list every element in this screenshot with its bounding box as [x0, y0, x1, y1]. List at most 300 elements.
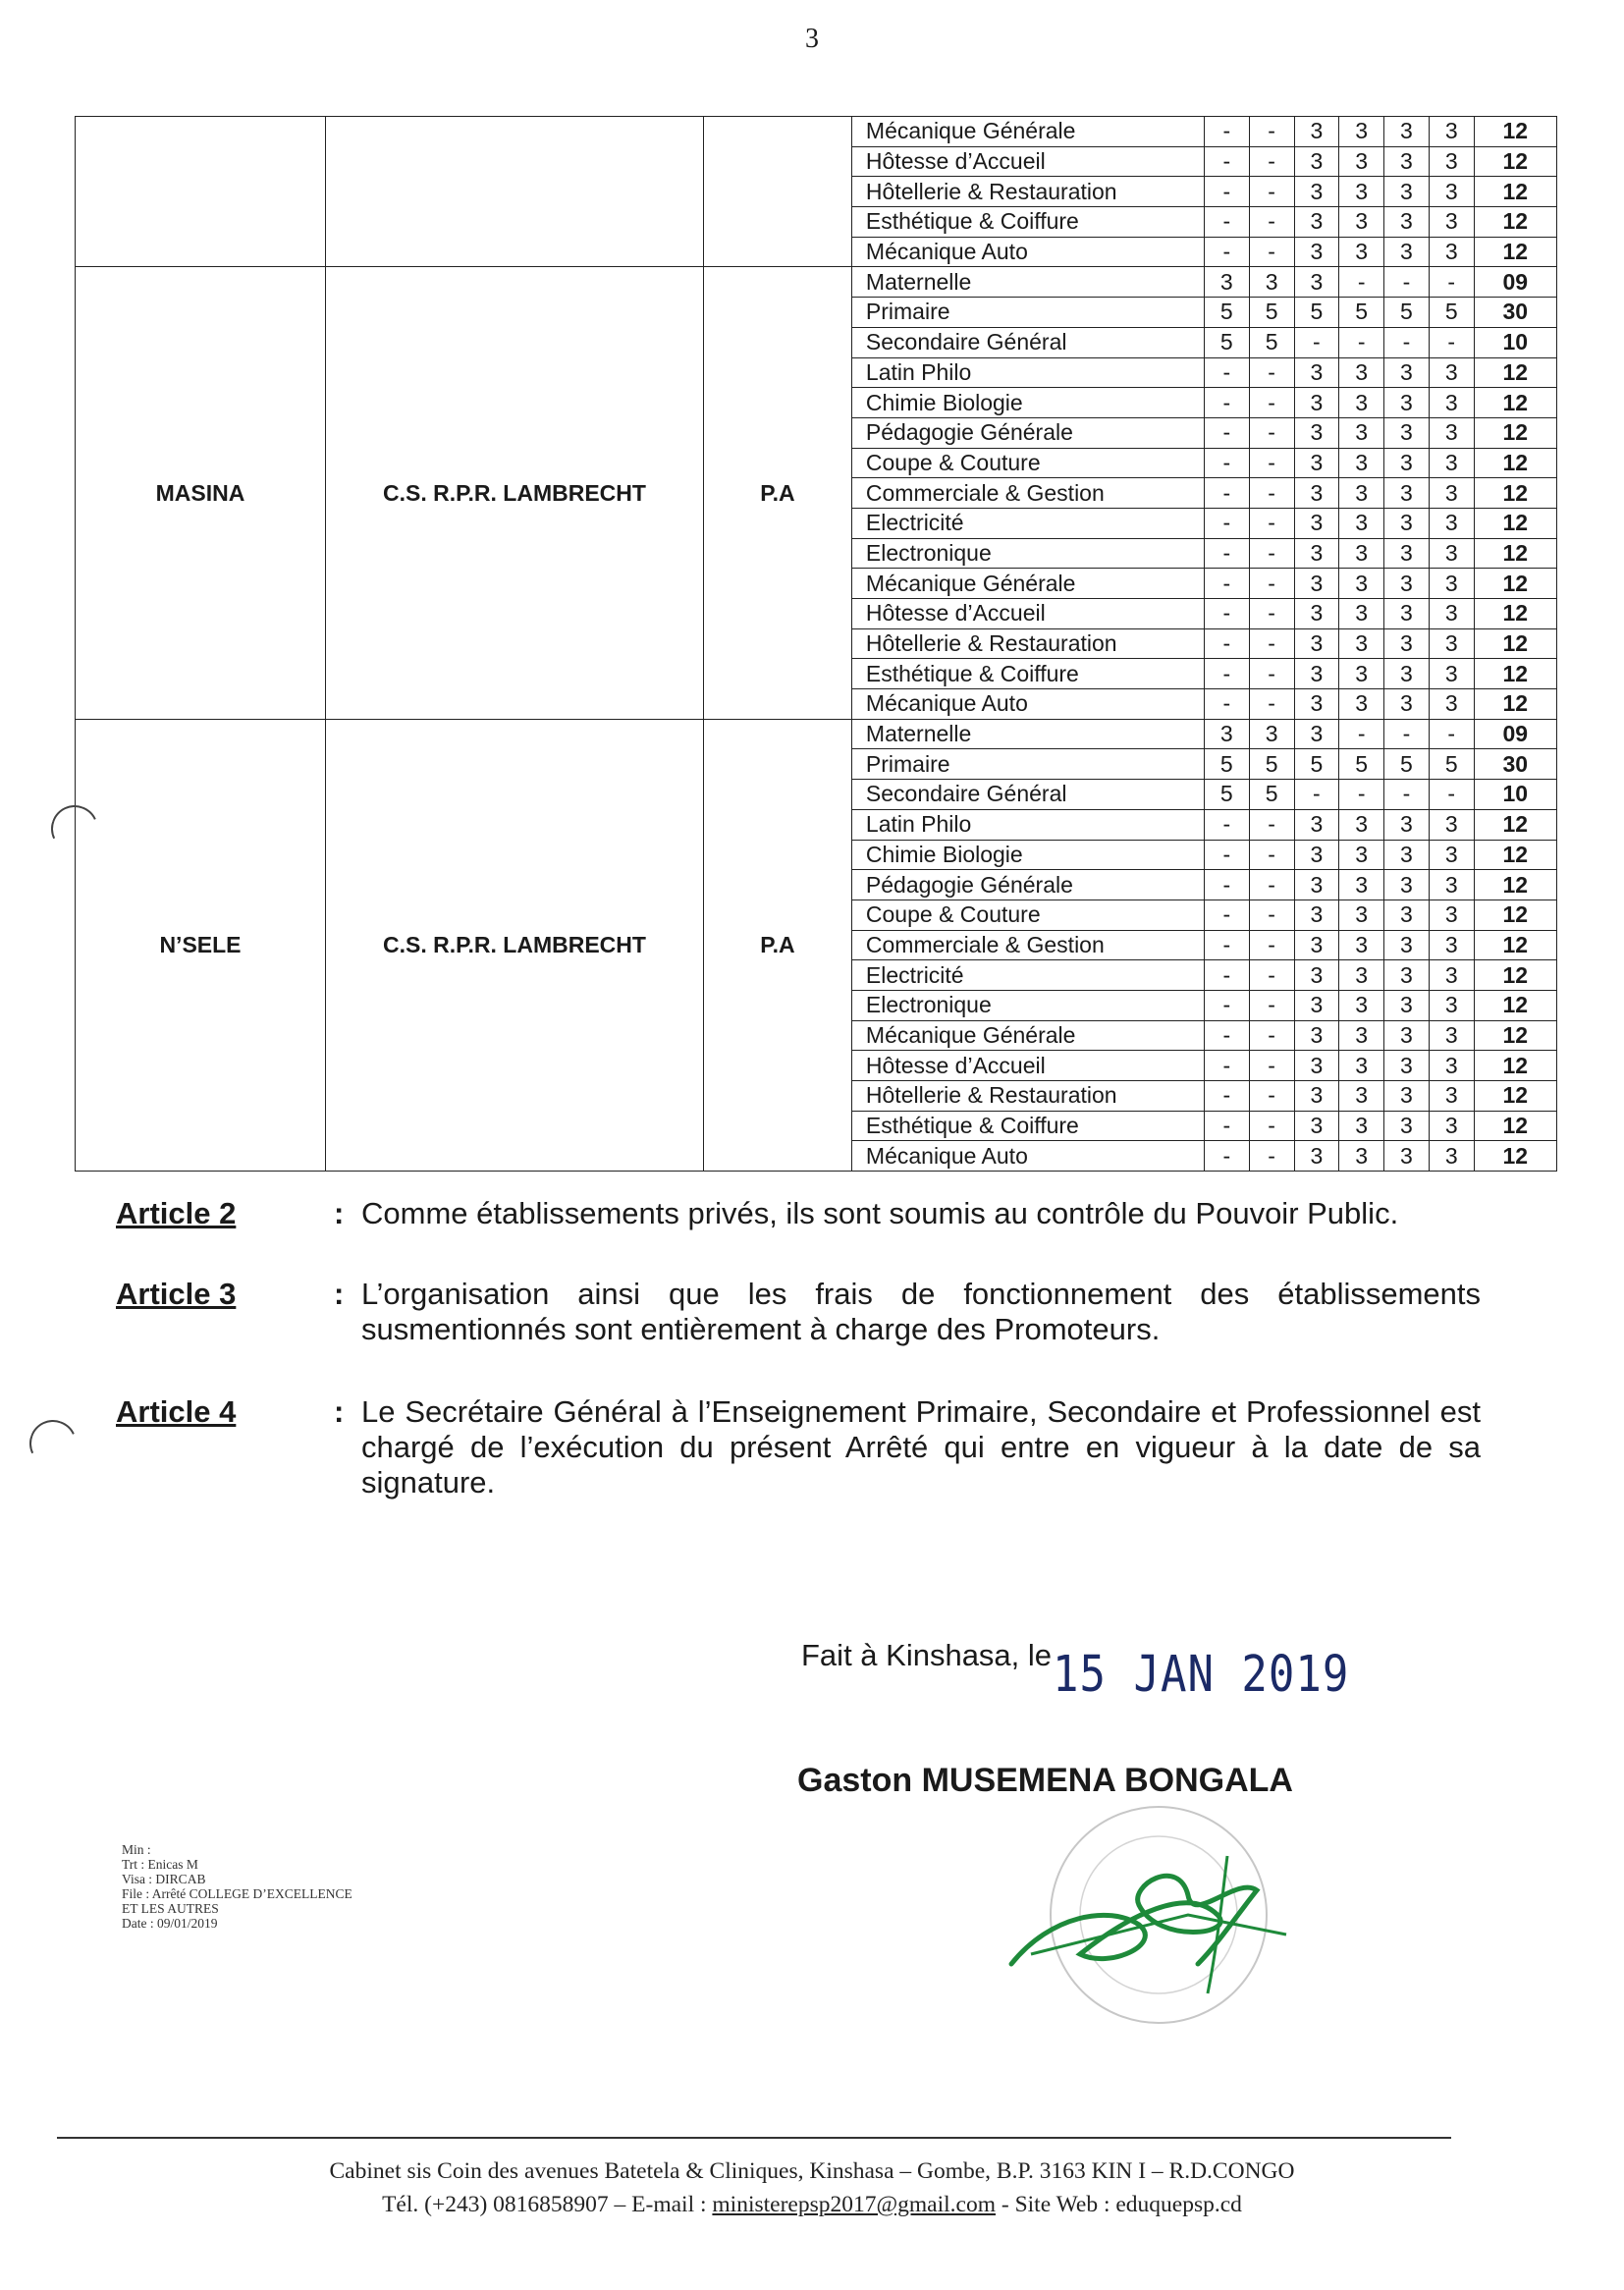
option-cell: Secondaire Général — [851, 327, 1204, 357]
class-count-cell: 3 — [1429, 478, 1474, 509]
class-count-cell: 3 — [1429, 628, 1474, 659]
option-cell: Coupe & Couture — [851, 448, 1204, 478]
class-count-cell: 3 — [1294, 1081, 1339, 1112]
class-count-cell: 3 — [1204, 719, 1249, 749]
class-count-cell: 3 — [1249, 719, 1294, 749]
total-cell: 12 — [1474, 870, 1556, 900]
total-cell: 12 — [1474, 840, 1556, 870]
page-number: 3 — [805, 24, 819, 54]
class-count-cell: 3 — [1429, 357, 1474, 388]
total-cell: 12 — [1474, 508, 1556, 538]
class-count-cell: 3 — [1384, 1081, 1430, 1112]
class-count-cell: - — [1249, 207, 1294, 238]
class-count-cell: - — [1249, 930, 1294, 960]
class-count-cell: 3 — [1294, 1111, 1339, 1141]
file-notes — [122, 1842, 352, 1931]
note-line: Trt : Enicas M — [122, 1857, 198, 1872]
class-count-cell: - — [1249, 870, 1294, 900]
option-cell: Secondaire Général — [851, 780, 1204, 810]
class-count-cell: - — [1204, 207, 1249, 238]
total-cell: 12 — [1474, 417, 1556, 448]
class-count-cell: - — [1249, 1081, 1294, 1112]
total-cell: 12 — [1474, 448, 1556, 478]
class-count-cell: 3 — [1339, 569, 1384, 599]
class-count-cell: - — [1249, 689, 1294, 720]
class-count-cell: 3 — [1294, 417, 1339, 448]
class-count-cell: 3 — [1294, 990, 1339, 1020]
class-count-cell: 3 — [1249, 267, 1294, 298]
class-count-cell: 3 — [1429, 960, 1474, 991]
class-count-cell: 3 — [1384, 628, 1430, 659]
class-count-cell: 3 — [1429, 809, 1474, 840]
class-count-cell: 3 — [1339, 538, 1384, 569]
class-count-cell: - — [1204, 388, 1249, 418]
class-count-cell: 3 — [1429, 930, 1474, 960]
class-count-cell: - — [1339, 327, 1384, 357]
option-cell: Mécanique Générale — [851, 569, 1204, 599]
total-cell: 12 — [1474, 1081, 1556, 1112]
total-cell: 10 — [1474, 780, 1556, 810]
class-count-cell: 3 — [1384, 117, 1430, 147]
class-count-cell: 3 — [1339, 809, 1384, 840]
class-count-cell: 3 — [1339, 478, 1384, 509]
class-count-cell: 3 — [1339, 417, 1384, 448]
class-count-cell: - — [1384, 267, 1430, 298]
class-count-cell: - — [1249, 900, 1294, 930]
class-count-cell: - — [1384, 719, 1430, 749]
class-count-cell: 3 — [1339, 388, 1384, 418]
total-cell: 12 — [1474, 1141, 1556, 1172]
class-count-cell: - — [1204, 628, 1249, 659]
class-count-cell: 3 — [1384, 1141, 1430, 1172]
total-cell: 10 — [1474, 327, 1556, 357]
commune-cell: N’SELE — [76, 719, 326, 1171]
class-count-cell: 5 — [1204, 749, 1249, 780]
regime-cell: P.A — [704, 267, 852, 719]
class-count-cell: 3 — [1429, 237, 1474, 267]
class-count-cell: - — [1204, 990, 1249, 1020]
article-text: Le Secrétaire Général à l’Enseignement Primaire, Secondaire et Professionnel est chargé de l’exécution du présent Arrêté qui entre en vigueur à la date de sa signature. — [361, 1394, 1481, 1499]
class-count-cell: 3 — [1429, 448, 1474, 478]
class-count-cell: 3 — [1294, 870, 1339, 900]
class-count-cell: - — [1204, 1051, 1249, 1081]
note-line: Min : — [122, 1842, 151, 1857]
class-count-cell: - — [1249, 960, 1294, 991]
option-cell: Latin Philo — [851, 357, 1204, 388]
class-count-cell: - — [1249, 417, 1294, 448]
class-count-cell: - — [1204, 146, 1249, 177]
class-count-cell: - — [1249, 448, 1294, 478]
class-count-cell: 3 — [1294, 1051, 1339, 1081]
class-count-cell: 3 — [1294, 117, 1339, 147]
class-count-cell: 3 — [1429, 900, 1474, 930]
class-count-cell: - — [1294, 327, 1339, 357]
class-count-cell: 3 — [1339, 1141, 1384, 1172]
class-count-cell: 3 — [1429, 1051, 1474, 1081]
option-cell: Coupe & Couture — [851, 900, 1204, 930]
class-count-cell: 3 — [1429, 538, 1474, 569]
class-count-cell: - — [1204, 840, 1249, 870]
total-cell: 09 — [1474, 267, 1556, 298]
class-count-cell: 3 — [1339, 1020, 1384, 1051]
date-stamp: 15 JAN 2019 — [1053, 1646, 1350, 1704]
class-count-cell: 3 — [1294, 900, 1339, 930]
class-count-cell: - — [1249, 237, 1294, 267]
total-cell: 30 — [1474, 749, 1556, 780]
class-count-cell: 3 — [1294, 538, 1339, 569]
class-count-cell: 3 — [1429, 1020, 1474, 1051]
class-count-cell: 3 — [1429, 1141, 1474, 1172]
class-count-cell: 3 — [1384, 1111, 1430, 1141]
class-count-cell: 5 — [1384, 298, 1430, 328]
class-count-cell: 3 — [1384, 177, 1430, 207]
class-count-cell: - — [1339, 267, 1384, 298]
class-count-cell: - — [1249, 599, 1294, 629]
option-cell: Esthétique & Coiffure — [851, 1111, 1204, 1141]
total-cell: 12 — [1474, 357, 1556, 388]
class-count-cell: - — [1429, 780, 1474, 810]
regime-cell: P.A — [704, 719, 852, 1171]
class-count-cell: 3 — [1384, 538, 1430, 569]
class-count-cell: 3 — [1339, 117, 1384, 147]
article-label-text: Article 2 — [116, 1196, 237, 1230]
class-count-cell: 3 — [1294, 146, 1339, 177]
total-cell: 12 — [1474, 478, 1556, 509]
class-count-cell: 3 — [1384, 990, 1430, 1020]
class-count-cell: 3 — [1294, 719, 1339, 749]
class-count-cell: 3 — [1429, 177, 1474, 207]
footer-email-link[interactable]: ministerepsp2017@gmail.com — [712, 2192, 996, 2217]
class-count-cell: 5 — [1429, 749, 1474, 780]
total-cell: 12 — [1474, 1111, 1556, 1141]
class-count-cell: 3 — [1339, 960, 1384, 991]
class-count-cell: 3 — [1384, 870, 1430, 900]
punch-hole-mark — [23, 1413, 83, 1474]
class-count-cell: - — [1204, 117, 1249, 147]
class-count-cell: 3 — [1339, 237, 1384, 267]
class-count-cell: 5 — [1249, 780, 1294, 810]
option-cell: Hôtellerie & Restauration — [851, 177, 1204, 207]
class-count-cell: 5 — [1339, 749, 1384, 780]
class-count-cell: 3 — [1294, 508, 1339, 538]
footer-address: Cabinet sis Coin des avenues Batetela & Cliniques, Kinshasa – Gombe, B.P. 3163 KIN I – R.D.CONGO — [329, 2158, 1295, 2184]
option-cell: Maternelle — [851, 267, 1204, 298]
class-count-cell: 5 — [1294, 298, 1339, 328]
class-count-cell: - — [1384, 327, 1430, 357]
class-count-cell: - — [1204, 417, 1249, 448]
class-count-cell: 3 — [1429, 569, 1474, 599]
total-cell: 09 — [1474, 719, 1556, 749]
class-count-cell: 5 — [1429, 298, 1474, 328]
class-count-cell: 3 — [1294, 1020, 1339, 1051]
footer-tel: Tél. (+243) 0816858907 – E-mail : — [382, 2192, 713, 2217]
class-count-cell: - — [1249, 569, 1294, 599]
class-count-cell: - — [1249, 840, 1294, 870]
class-count-cell: 3 — [1339, 177, 1384, 207]
option-cell: Hôtesse d’Accueil — [851, 146, 1204, 177]
footer-website: - Site Web : eduquepsp.cd — [996, 2192, 1242, 2217]
class-count-cell: 3 — [1294, 177, 1339, 207]
class-count-cell: 5 — [1384, 749, 1430, 780]
total-cell: 12 — [1474, 659, 1556, 689]
class-count-cell: 5 — [1204, 327, 1249, 357]
class-count-cell: 5 — [1204, 298, 1249, 328]
commune-cell — [76, 117, 326, 267]
class-count-cell: 3 — [1384, 478, 1430, 509]
option-cell: Hôtesse d’Accueil — [851, 599, 1204, 629]
class-count-cell: 3 — [1429, 659, 1474, 689]
commune-cell: MASINA — [76, 267, 326, 719]
option-cell: Primaire — [851, 749, 1204, 780]
class-count-cell: - — [1204, 689, 1249, 720]
class-count-cell: 3 — [1384, 357, 1430, 388]
class-count-cell: - — [1204, 1020, 1249, 1051]
option-cell: Electronique — [851, 538, 1204, 569]
class-count-cell: 3 — [1429, 146, 1474, 177]
total-cell: 12 — [1474, 628, 1556, 659]
class-count-cell: 3 — [1384, 388, 1430, 418]
class-count-cell: - — [1204, 177, 1249, 207]
table-row — [76, 117, 1557, 147]
class-count-cell: 5 — [1249, 749, 1294, 780]
class-count-cell: 3 — [1339, 840, 1384, 870]
schools-table — [75, 116, 1557, 1172]
option-cell: Commerciale & Gestion — [851, 478, 1204, 509]
class-count-cell: 3 — [1294, 207, 1339, 238]
note-line: ET LES AUTRES — [122, 1901, 219, 1916]
table-row — [76, 267, 1557, 298]
class-count-cell: - — [1204, 1141, 1249, 1172]
class-count-cell: 3 — [1339, 990, 1384, 1020]
class-count-cell: 3 — [1339, 448, 1384, 478]
footer-contact — [0, 2192, 1624, 2218]
class-count-cell: 3 — [1384, 569, 1430, 599]
class-count-cell: 3 — [1429, 840, 1474, 870]
class-count-cell: 3 — [1384, 960, 1430, 991]
class-count-cell: - — [1204, 930, 1249, 960]
class-count-cell: 3 — [1429, 990, 1474, 1020]
class-count-cell: 3 — [1339, 659, 1384, 689]
total-cell: 12 — [1474, 930, 1556, 960]
class-count-cell: - — [1294, 780, 1339, 810]
class-count-cell: 3 — [1339, 508, 1384, 538]
class-count-cell: - — [1204, 659, 1249, 689]
class-count-cell: 3 — [1294, 1141, 1339, 1172]
footer-divider — [57, 2137, 1451, 2139]
article-colon: : — [334, 1277, 345, 1311]
total-cell: 12 — [1474, 1020, 1556, 1051]
class-count-cell: - — [1204, 1111, 1249, 1141]
class-count-cell: - — [1384, 780, 1430, 810]
option-cell: Mécanique Auto — [851, 689, 1204, 720]
option-cell: Electronique — [851, 990, 1204, 1020]
class-count-cell: - — [1204, 1081, 1249, 1112]
class-count-cell: - — [1249, 809, 1294, 840]
total-cell: 12 — [1474, 689, 1556, 720]
total-cell: 12 — [1474, 237, 1556, 267]
table-row — [76, 719, 1557, 749]
class-count-cell: 3 — [1429, 207, 1474, 238]
total-cell: 12 — [1474, 960, 1556, 991]
total-cell: 12 — [1474, 146, 1556, 177]
option-cell: Maternelle — [851, 719, 1204, 749]
class-count-cell: 3 — [1294, 237, 1339, 267]
option-cell: Latin Philo — [851, 809, 1204, 840]
article-label — [116, 1196, 236, 1231]
official-seal-signature — [992, 1797, 1316, 2052]
class-count-cell: 3 — [1294, 357, 1339, 388]
class-count-cell: 3 — [1429, 417, 1474, 448]
option-cell: Hôtellerie & Restauration — [851, 628, 1204, 659]
class-count-cell: - — [1204, 569, 1249, 599]
class-count-cell: 3 — [1294, 267, 1339, 298]
class-count-cell: - — [1339, 719, 1384, 749]
class-count-cell: 3 — [1429, 599, 1474, 629]
class-count-cell: 3 — [1429, 388, 1474, 418]
class-count-cell: - — [1204, 448, 1249, 478]
option-cell: Commerciale & Gestion — [851, 930, 1204, 960]
class-count-cell: 5 — [1339, 298, 1384, 328]
class-count-cell: - — [1249, 357, 1294, 388]
class-count-cell: - — [1249, 177, 1294, 207]
option-cell: Electricité — [851, 960, 1204, 991]
option-cell: Primaire — [851, 298, 1204, 328]
option-cell: Mécanique Auto — [851, 237, 1204, 267]
class-count-cell: - — [1249, 117, 1294, 147]
class-count-cell: - — [1204, 237, 1249, 267]
option-cell: Chimie Biologie — [851, 840, 1204, 870]
option-cell: Mécanique Générale — [851, 1020, 1204, 1051]
class-count-cell: 3 — [1339, 870, 1384, 900]
class-count-cell: 3 — [1339, 357, 1384, 388]
class-count-cell: - — [1249, 1111, 1294, 1141]
option-cell: Pédagogie Générale — [851, 417, 1204, 448]
article-colon: : — [334, 1196, 345, 1230]
class-count-cell: 3 — [1429, 1111, 1474, 1141]
class-count-cell: - — [1429, 267, 1474, 298]
article-text: Comme établissements privés, ils sont soumis au contrôle du Pouvoir Public. — [361, 1196, 1399, 1230]
note-line: File : Arrêté COLLEGE D’EXCELLENCE — [122, 1886, 352, 1901]
class-count-cell: - — [1204, 900, 1249, 930]
signature-place: Fait à Kinshasa, le — [801, 1638, 1053, 1672]
total-cell: 30 — [1474, 298, 1556, 328]
class-count-cell: - — [1204, 357, 1249, 388]
total-cell: 12 — [1474, 177, 1556, 207]
class-count-cell: 3 — [1429, 117, 1474, 147]
school-cell — [325, 117, 703, 267]
total-cell: 12 — [1474, 538, 1556, 569]
option-cell: Esthétique & Coiffure — [851, 659, 1204, 689]
class-count-cell: 3 — [1294, 930, 1339, 960]
class-count-cell: - — [1249, 146, 1294, 177]
class-count-cell: 3 — [1384, 417, 1430, 448]
class-count-cell: 5 — [1249, 298, 1294, 328]
article-text: L’organisation ainsi que les frais de fonctionnement des établissements susmentionnés sont entièrement à charge des Promoteurs. — [361, 1277, 1481, 1346]
class-count-cell: 3 — [1384, 809, 1430, 840]
class-count-cell: 3 — [1384, 840, 1430, 870]
note-line: Date : 09/01/2019 — [122, 1916, 218, 1931]
class-count-cell: - — [1204, 809, 1249, 840]
class-count-cell: 3 — [1384, 207, 1430, 238]
total-cell: 12 — [1474, 569, 1556, 599]
class-count-cell: - — [1249, 538, 1294, 569]
class-count-cell: 3 — [1384, 1020, 1430, 1051]
class-count-cell: 3 — [1384, 237, 1430, 267]
class-count-cell: 3 — [1294, 388, 1339, 418]
class-count-cell: - — [1429, 719, 1474, 749]
class-count-cell: 3 — [1204, 267, 1249, 298]
class-count-cell: - — [1249, 508, 1294, 538]
total-cell: 12 — [1474, 1051, 1556, 1081]
class-count-cell: 3 — [1429, 1081, 1474, 1112]
class-count-cell: 3 — [1384, 689, 1430, 720]
class-count-cell: 3 — [1384, 448, 1430, 478]
class-count-cell: - — [1204, 870, 1249, 900]
class-count-cell: 3 — [1429, 870, 1474, 900]
note-line: Visa : DIRCAB — [122, 1872, 206, 1886]
class-count-cell: - — [1429, 327, 1474, 357]
class-count-cell: 3 — [1384, 508, 1430, 538]
class-count-cell: 3 — [1294, 448, 1339, 478]
article-label — [116, 1394, 236, 1430]
class-count-cell: - — [1249, 1051, 1294, 1081]
class-count-cell: 3 — [1294, 478, 1339, 509]
class-count-cell: 5 — [1249, 327, 1294, 357]
option-cell: Mécanique Générale — [851, 117, 1204, 147]
class-count-cell: 3 — [1294, 628, 1339, 659]
option-cell: Electricité — [851, 508, 1204, 538]
class-count-cell: 3 — [1339, 628, 1384, 659]
option-cell: Hôtellerie & Restauration — [851, 1081, 1204, 1112]
class-count-cell: 3 — [1339, 1111, 1384, 1141]
signer-name: Gaston MUSEMENA BONGALA — [797, 1762, 1293, 1799]
class-count-cell: 3 — [1384, 599, 1430, 629]
option-cell: Hôtesse d’Accueil — [851, 1051, 1204, 1081]
class-count-cell: 3 — [1339, 1051, 1384, 1081]
total-cell: 12 — [1474, 207, 1556, 238]
class-count-cell: - — [1249, 990, 1294, 1020]
class-count-cell: - — [1204, 538, 1249, 569]
article-label-text: Article 4 — [116, 1394, 237, 1429]
class-count-cell: 3 — [1339, 689, 1384, 720]
class-count-cell: 5 — [1204, 780, 1249, 810]
class-count-cell: 3 — [1294, 960, 1339, 991]
class-count-cell: 3 — [1339, 207, 1384, 238]
option-cell: Chimie Biologie — [851, 388, 1204, 418]
class-count-cell: 3 — [1294, 659, 1339, 689]
class-count-cell: 3 — [1384, 900, 1430, 930]
total-cell: 12 — [1474, 900, 1556, 930]
class-count-cell: 3 — [1429, 689, 1474, 720]
class-count-cell: 3 — [1384, 930, 1430, 960]
class-count-cell: - — [1249, 628, 1294, 659]
option-cell: Pédagogie Générale — [851, 870, 1204, 900]
class-count-cell: 3 — [1384, 1051, 1430, 1081]
class-count-cell: - — [1339, 780, 1384, 810]
class-count-cell: 3 — [1294, 809, 1339, 840]
class-count-cell: - — [1249, 388, 1294, 418]
class-count-cell: 3 — [1384, 146, 1430, 177]
class-count-cell: 3 — [1294, 599, 1339, 629]
regime-cell — [704, 117, 852, 267]
class-count-cell: - — [1204, 508, 1249, 538]
article-label-text: Article 3 — [116, 1277, 237, 1311]
class-count-cell: 3 — [1294, 569, 1339, 599]
class-count-cell: - — [1204, 599, 1249, 629]
total-cell: 12 — [1474, 990, 1556, 1020]
class-count-cell: 3 — [1294, 689, 1339, 720]
article-colon: : — [334, 1394, 345, 1429]
